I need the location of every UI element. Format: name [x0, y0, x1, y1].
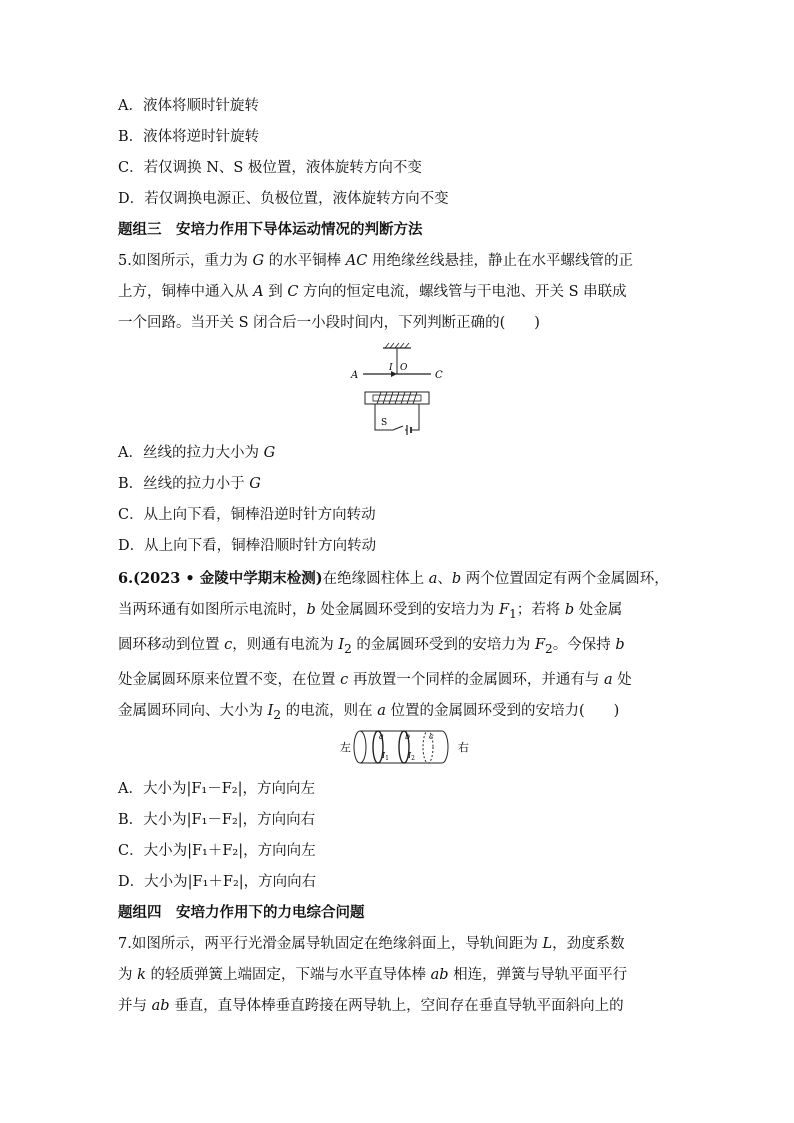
q6-option-a: A．大小为|F₁－F₂|，方向向左: [118, 781, 315, 797]
q5-label-i: I: [389, 363, 393, 373]
q6-label-left: 左: [340, 741, 351, 754]
q7-stem: 7.如图所示，两平行光滑金属导轨固定在绝缘斜面上，导轨间距为 L，劲度系数 为 k 的轻质弹簧上端固定，下端与水平直导体棒 ab 相连，弹簧与导轨平面平行 并与 ab 垂直，直导体棒垂直跨接在两导轨上，空间存在垂直导轨平面斜向上的: [118, 936, 628, 1014]
q6-label-i1: $I_1$: [382, 751, 389, 762]
q5-label-c: C: [435, 370, 443, 381]
q5-option-a: A．丝线的拉力大小为 G: [118, 445, 276, 461]
section-heading-group4: 题组四 安培力作用下的力电综合问题: [118, 904, 365, 921]
q5-option-d: D．从上向下看，铜棒沿顺时针方向转动: [118, 538, 377, 554]
q4-option-d: D．若仅调换电源正、负极位置，液体旋转方向不变: [118, 191, 449, 207]
q6-label-c: c: [429, 732, 434, 741]
q5-label-o: O: [400, 363, 408, 373]
q6-figure: [338, 725, 486, 769]
q6-label-i2: $I_2$: [408, 751, 415, 762]
q6-option-d: D．大小为|F₁＋F₂|，方向向右: [118, 874, 317, 890]
q5-option-c: C．从上向下看，铜棒沿逆时针方向转动: [118, 507, 376, 523]
q6-option-c: C．大小为|F₁＋F₂|，方向向左: [118, 843, 316, 859]
q5-label-s: S: [381, 418, 388, 428]
q6-option-b: B．大小为|F₁－F₂|，方向向右: [118, 812, 316, 828]
q4-option-a: A．液体将顺时针旋转: [118, 98, 259, 114]
q6-stem: 6.(2023 • 金陵中学期末检测)在绝缘圆柱体上 a、b 两个位置固定有两个金属圆环， 当两环通有如图所示电流时，b 处金属圆环受到的安培力为 $F_1$；若将 b 处金属 圆环移动到位置 c，则通有电流为 $I_2$ 的金属圆环受到的安培力为 $F_2$。今保持 b 处金属圆环原来位置不变，在位置 c 再放置一个同样的金属圆环，并通有与 a 处 金属圆环同向、大小为 $I_2$ 的电流，则在 a 位置的金属圆环受到的安培力( ): [118, 570, 669, 722]
q5-label-a: A: [351, 370, 359, 381]
q4-option-b: B．液体将逆时针旋转: [118, 129, 260, 145]
q6-label-a: a: [379, 732, 384, 741]
q6-label-b: b: [405, 732, 411, 741]
q5-stem: 5.如图所示，重力为 G 的水平铜棒 AC 用绝缘丝线悬挂，静止在水平螺线管的正 上方，铜棒中通入从 A 到 C 方向的恒定电流，螺线管与干电池、开关 S 串联成 一个回路。当开关 S 闭合后一小段时间内，下列判断正确的( ): [118, 253, 633, 331]
q5-figure: [345, 340, 455, 438]
q4-option-c: C．若仅调换 N、S 极位置，液体旋转方向不变: [118, 160, 422, 176]
q5-option-b: B．丝线的拉力小于 G: [118, 476, 261, 492]
q6-label-right: 右: [458, 741, 469, 754]
section-heading-group3: 题组三 安培力作用下导体运动情况的判断方法: [118, 221, 423, 238]
